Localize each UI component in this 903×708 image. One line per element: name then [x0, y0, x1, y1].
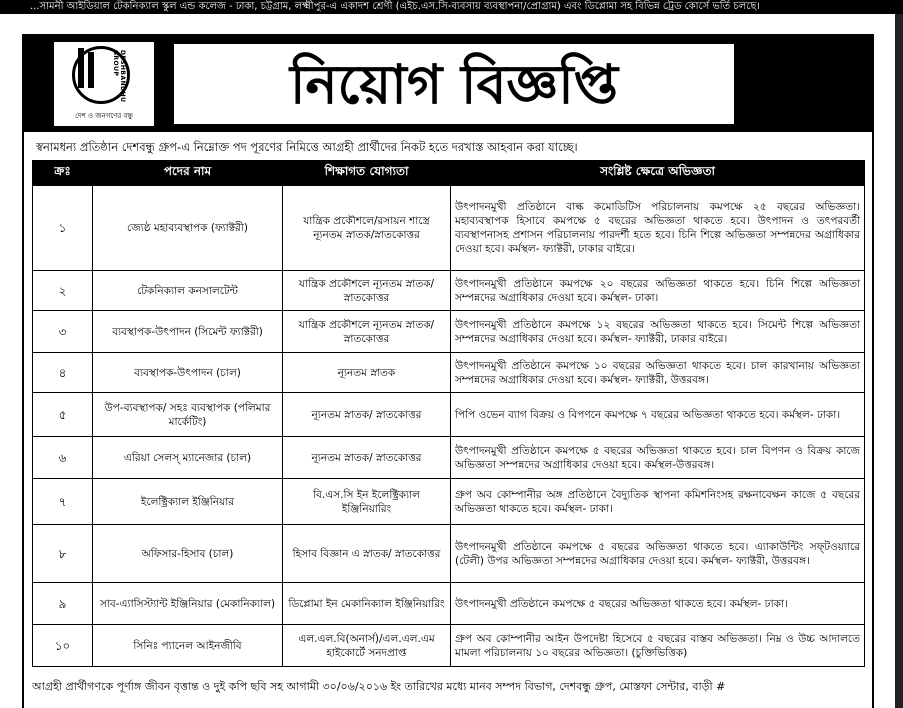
logo-bar — [88, 52, 94, 88]
company-logo — [54, 42, 154, 126]
serial-cell: ৯ — [33, 583, 93, 625]
experience-cell: উৎপাদনমুখী প্রতিষ্ঠানে কমপক্ষে ১২ বছরের অভিজ্ঞতা থাকতে হবে। সিমেন্ট শিল্পে অভিজ্ঞতা সম্পন্নদের অগ্রাধিকার দেওয়া হবে। কর্মস্থল- ফ্যাক্টরী, ঢাকার বাইরে। — [451, 311, 865, 353]
serial-cell: ৩ — [33, 311, 93, 353]
ad-frame — [22, 34, 874, 708]
serial-cell: ৫ — [33, 393, 93, 437]
post-cell: টেকনিক্যাল কনসালটেন্ট — [93, 271, 283, 311]
qualification-cell: যান্ত্রিক প্রকৌশলে/রসায়ন শাস্ত্রে ন্যূনতম স্নাতক/স্নাতকোত্তর — [283, 186, 451, 271]
experience-cell: উৎপাদনমুখী প্রতিষ্ঠানে কমপক্ষে ৫ বছরের অভিজ্ঞতা থাকতে হবে। চাল বিপণন ও বিক্রয় কাজে অভিজ্ঞতা সম্পন্নদের অগ্রাধিকার দেওয়া হবে। কর্মস্থল-উত্তরবঙ্গ। — [451, 437, 865, 479]
logo-bar — [78, 48, 84, 88]
table-header-row — [33, 161, 865, 186]
table-row — [33, 353, 865, 393]
header-experience: সংশ্লিষ্ট ক্ষেত্রে অভিজ্ঞতা — [451, 161, 865, 186]
post-cell: উপ-ব্যবস্থাপক/ সহঃ ব্যবস্থাপক (পলিমার মার্কেটিং) — [93, 393, 283, 437]
serial-cell: ২ — [33, 271, 93, 311]
post-cell: সিনিঃ প্যানেল আইনজীবি — [93, 625, 283, 667]
table-row — [33, 583, 865, 625]
experience-cell: উৎপাদনমুখী প্রতিষ্ঠানে কমপক্ষে ৫ বছরের অভিজ্ঞতা থাকতে হবে। এ্যাকাউন্টিং সফ্‌টওয়্যারে (টেলী) উপর অভিজ্ঞতা সম্পন্নদের অগ্রাধিকার দেওয়া হবে। কর্মস্থল- ফ্যাক্টরী, উত্তরবঙ্গ। — [451, 525, 865, 583]
qualification-cell: ন্যূনতম স্নাতক — [283, 353, 451, 393]
experience-cell: উৎপাদনমুখী প্রতিষ্ঠানে কমপক্ষে ৫ বছরের অভিজ্ঞতা থাকতে হবে। কর্মস্থল- ঢাকা। — [451, 583, 865, 625]
qualification-cell: ন্যূনতম স্নাতক/ স্নাতকোত্তর — [283, 393, 451, 437]
qualification-cell: এল.এল.বি(অনার্স)/এল.এল.এম হাইকোর্টে সনদপ্রাপ্ত — [283, 625, 451, 667]
experience-cell: গ্রুপ অব কোম্পানীর আইন উপদেষ্টা হিসেবে ৫ বছরের বাস্তব অভিজ্ঞতা। নিম্ন ও উচ্চ আদালতে মামলা পরিচালনায় ১০ বছরের অভিজ্ঞতা। (চুক্তিভিত্তিক) — [451, 625, 865, 667]
table-row — [33, 311, 865, 353]
table-row — [33, 393, 865, 437]
jobs-table — [32, 160, 865, 667]
qualification-cell: ন্যূনতম স্নাতক/ স্নাতকোত্তর — [283, 437, 451, 479]
qualification-cell: ডিপ্লোমা ইন মেকানিক্যাল ইঞ্জিনিয়ারিং — [283, 583, 451, 625]
page-title: নিয়োগ বিজ্ঞপ্তি — [174, 44, 734, 124]
serial-cell: ৪ — [33, 353, 93, 393]
header-qualification: শিক্ষাগত যোগ্যতা — [283, 161, 451, 186]
logo-side-text: DESHBANDHU GROUP — [112, 50, 126, 103]
post-cell: জ্যেষ্ঠ মহাব্যবস্থাপক (ফ্যাক্টরী) — [93, 186, 283, 271]
intro-text: স্বনামধন্য প্রতিষ্ঠান দেশবন্ধু গ্রুপ-এ নিম্নোক্ত পদ পূরণের নিমিত্তে আগ্রহী প্রার্থীদের নিকট হতে দরখাস্ত আহবান করা যাচ্ছে। — [36, 140, 578, 154]
post-cell: এরিয়া সেলস্‌ ম্যানেজার (চাল) — [93, 437, 283, 479]
post-cell: সাব-এ্যাসিস্ট্যান্ট ইঞ্জিনিয়ার (মেকানিক্যাল) — [93, 583, 283, 625]
qualification-cell: যান্ত্রিক প্রকৌশলে ন্যূনতম স্নাতক/ স্নাতকোত্তর — [283, 271, 451, 311]
table-row — [33, 525, 865, 583]
experience-cell: পিপি ওভেন ব্যাগ বিক্রয় ও বিপণনে কমপক্ষে ৭ বছরের অভিজ্ঞতা থাকতে হবে। কর্মস্থল- ঢাকা। — [451, 393, 865, 437]
experience-cell: উৎপাদনমুখী প্রতিষ্ঠানে বাল্ক কমোডিটিস পরিচালনায় কমপক্ষে ২৫ বছরের অভিজ্ঞতা। মহাব্যবস্থাপক হিসাবে কমপক্ষে ৫ বছরের অভিজ্ঞতা থাকতে হবে। উৎপাদন ও তৎপরবর্তী ব্যবস্থাপনাসহ প্রশাসন পরিচালনায় পারদর্শী হতে হবে। চিনি শিল্পে অভিজ্ঞতা সম্পন্নদের অগ্রাধিকার দেওয়া হবে। কর্মস্থল- ফ্যাক্টরী, ঢাকার বাইরে। — [451, 186, 865, 271]
logo-tagline: দেশ ও জনগণের বন্ধু — [75, 112, 133, 120]
qualification-cell: যান্ত্রিক প্রকৌশলে ন্যূনতম স্নাতক/ স্নাতকোত্তর — [283, 311, 451, 353]
qualification-cell: হিসাব বিজ্ঞান এ স্নাতক/ স্নাতকোত্তর — [283, 525, 451, 583]
post-cell: ব্যবস্থাপক-উৎপাদন (সিমেন্ট ফ্যাক্টরী) — [93, 311, 283, 353]
serial-cell: ৭ — [33, 479, 93, 525]
experience-cell: গ্রুপ অব কোম্পানীর অঙ্গ প্রতিষ্ঠানে বৈদ্যুতিক স্থাপনা কমিশনিংসহ রক্ষনাবেক্ষন কাজে ৫ বছরের অভিজ্ঞতা থাকতে হবে। কর্মস্থল- ঢাকা। — [451, 479, 865, 525]
footer-text: আগ্রহী প্রার্থীগণকে পূর্ণাঙ্গ জীবন বৃত্তান্ত ও দুই কপি ছবি সহ আগামী ৩০/০৬/২০১৬ ইং তারিখের মধ্যে মানব সম্পদ বিভাগ, দেশবন্ধু গ্রুপ, মোস্তফা সেন্টার, বাড়ী # — [32, 680, 726, 693]
serial-cell: ১ — [33, 186, 93, 271]
table-row — [33, 271, 865, 311]
experience-cell: উৎপাদনমুখী প্রতিষ্ঠানে কমপক্ষে ২০ বছরের অভিজ্ঞতা থাকতে হবে। চিনি শিল্পে অভিজ্ঞতা সম্পন্নদের অগ্রাধিকার দেওয়া হবে। কর্মস্থল- ঢাকা। — [451, 271, 865, 311]
table-row — [33, 625, 865, 667]
qualification-cell: বি.এস.সি ইন ইলেক্ট্রিক্যাল ইঞ্জিনিয়ারিং — [283, 479, 451, 525]
serial-cell: ৮ — [33, 525, 93, 583]
header-serial: ক্রঃ — [33, 161, 93, 186]
post-cell: ইলেক্ট্রিক্যাল ইঞ্জিনিয়ার — [93, 479, 283, 525]
table-row — [33, 186, 865, 271]
header-post: পদের নাম — [93, 161, 283, 186]
post-cell: ব্যবস্থাপক-উৎপাদন (চাল) — [93, 353, 283, 393]
post-cell: অফিসার-হিসাব (চাল) — [93, 525, 283, 583]
serial-cell: ৬ — [33, 437, 93, 479]
table-row — [33, 479, 865, 525]
top-strip-text: ...সামনী আইডিয়াল টেকনিক্যাল স্কুল এন্ড কলেজ - ঢাকা, চট্টগ্রাম, লক্ষ্মীপুর-এ একাদশ শ্রেণী (এইচ.এস.সি-ব্যবসায় ব্যবস্থাপনা/প্রোগ্রাম) এবং ডিপ্লোমা সহ বিভিন্ন ট্রেড কোর্সে ভর্তি চলছে। — [0, 0, 903, 14]
header-banner — [24, 36, 872, 132]
serial-cell: ১০ — [33, 625, 93, 667]
adjacent-column-edge — [895, 14, 903, 708]
experience-cell: উৎপাদনমুখী প্রতিষ্ঠানে কমপক্ষে ১০ বছরের অভিজ্ঞতা থাকতে হবে। চাল কারখানায় অভিজ্ঞতা সম্পন্নদের অগ্রাধিকার দেওয়া হবে। কর্মস্থল- ফ্যাক্টরী, উত্তরবঙ্গ। — [451, 353, 865, 393]
table-row — [33, 437, 865, 479]
